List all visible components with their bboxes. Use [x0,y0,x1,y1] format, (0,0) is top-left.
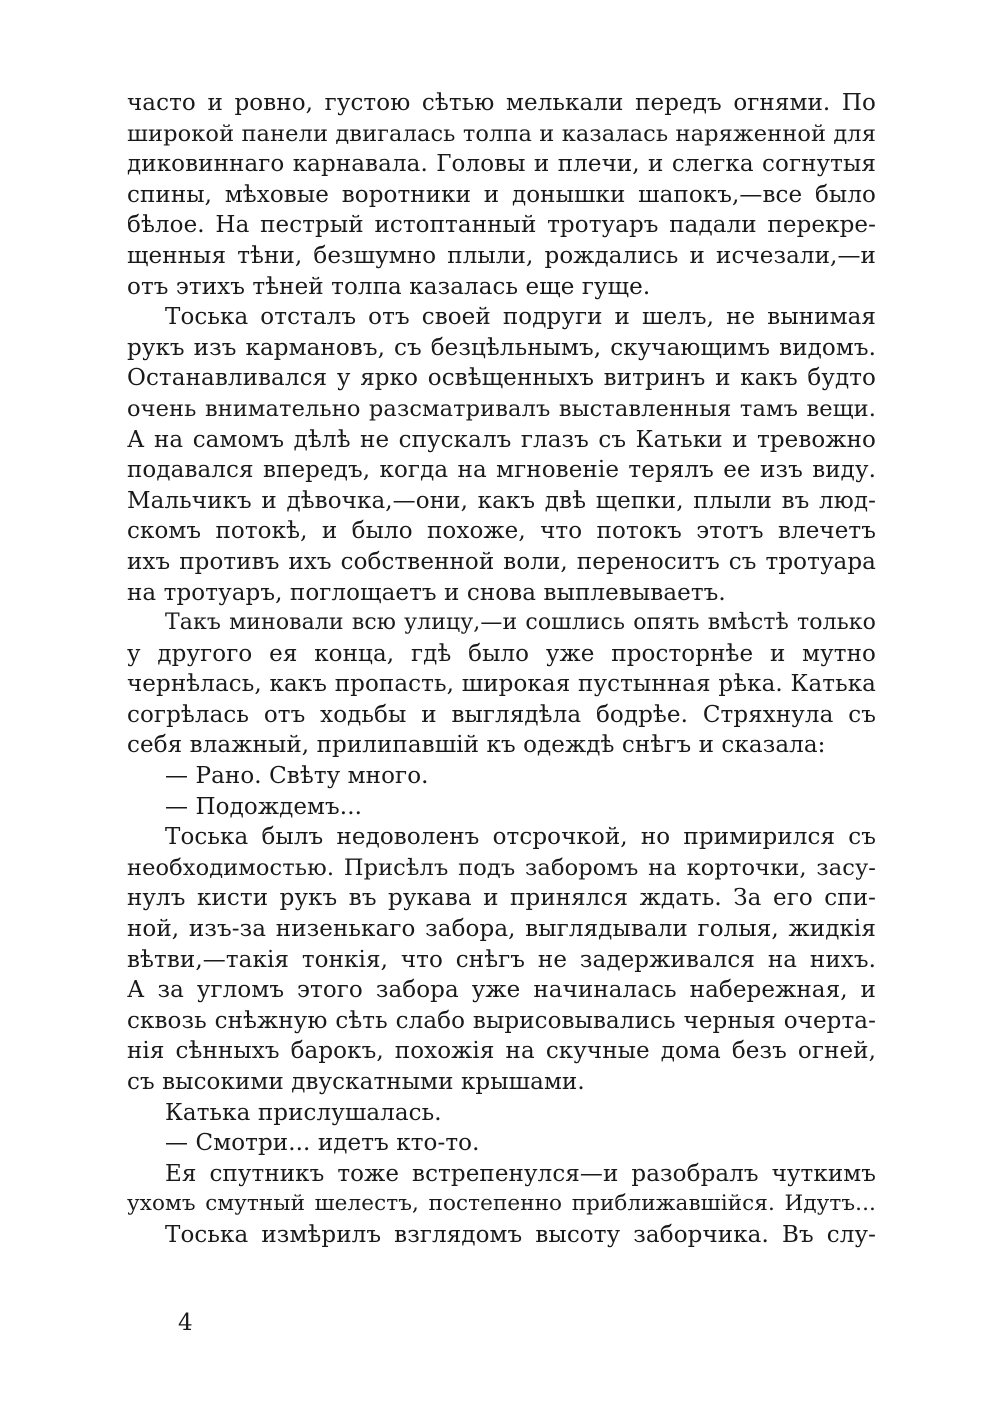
text-line: — Рано. Свѣту много. [165,763,429,790]
text-line: согрѣлась отъ ходьбы и выглядѣла бодрѣе. Стряхнула съ [127,701,876,728]
text-line: у другого ея конца, гдѣ было уже просторнѣе и мутно [127,640,876,667]
text-line: вѣтви,—такія тонкія, что снѣгъ не задерживался на нихъ. [127,946,876,973]
body-text [127,88,876,1251]
text-line: Ея спутникъ тоже встрепенулся—и разобралъ чуткимъ [165,1160,876,1187]
text-line: очень внимательно разсматривалъ выставленныя тамъ вещи. [127,395,876,422]
text-line: Такъ миновали всю улицу,—и сошлись опять вмѣстѣ только [165,610,876,636]
text-line: себя влажный, прилипавшій къ одеждѣ снѣгъ и сказала: [127,732,826,759]
text-line: отъ этихъ тѣней толпа казалась еще гуще. [127,273,651,300]
text-line: широкой панели двигалась толпа и казалась наряженной для [127,120,876,147]
text-line: рукъ изъ кармановъ, съ безцѣльнымъ, скучающимъ видомъ. [127,334,876,361]
text-line: ухомъ смутный шелестъ, постепенно приближавшійся. Идутъ... [127,1191,876,1217]
text-line: необходимостью. Присѣлъ подъ заборомъ на корточки, засу- [127,854,876,881]
text-line: бѣлое. На пестрый истоптанный тротуаръ падали перекре- [127,212,876,239]
text-line: сквозь снѣжную сѣть слабо вырисовывались черныя очерта- [127,1007,876,1034]
text-line: Мальчикъ и дѣвочка,—они, какъ двѣ щепки, плыли въ люд- [127,487,876,514]
text-line: диковиннаго карнавала. Головы и плечи, и слегка согнутыя [127,151,876,178]
text-line: Катька прислушалась. [165,1099,442,1126]
text-line: нулъ кисти рукъ въ рукава и принялся ждать. За его спи- [127,885,876,912]
text-line: А за угломъ этого забора уже начиналась набережная, и [127,977,876,1004]
text-line: часто и ровно, густою сѣтью мелькали передъ огнями. По [127,90,876,116]
text-line: нія сѣнныхъ барокъ, похожія на скучные дома безъ огней, [127,1038,876,1065]
text-line: ихъ противъ ихъ собственной воли, переноситъ съ тротуара [127,548,876,575]
text-line: съ высокими двускатными крышами. [127,1069,585,1095]
text-line: чернѣлась, какъ пропасть, широкая пустынная рѣка. Катька [127,671,876,698]
text-line: Тоська измѣрилъ взглядомъ высоту заборчика. Въ слу- [165,1221,876,1248]
text-line: спины, мѣховые воротники и донышки шапокъ,—все было [127,181,876,208]
text-line: щенныя тѣни, безшумно плыли, рождались и исчезали,—и [127,242,876,269]
text-line: скомъ потокѣ, и было похоже, что потокъ этотъ влечетъ [127,518,876,545]
text-line: — Смотри... идетъ кто-то. [165,1130,480,1157]
text-line: ной, изъ-за низенькаго забора, выглядывали голыя, жидкія [127,916,876,943]
text-line: Тоська отсталъ отъ своей подруги и шелъ, не вынимая [165,304,876,331]
text-line: Тоська былъ недоволенъ отсрочкой, но примирился съ [165,824,876,851]
text-line: Останавливался у ярко освѣщенныхъ витринъ и какъ будто [127,365,876,392]
page-number: 4 [178,1310,193,1336]
text-line: А на самомъ дѣлѣ не спускалъ глазъ съ Катьки и тревожно [127,426,876,453]
text-line: на тротуаръ, поглощаетъ и снова выплевываетъ. [127,579,726,606]
text-line: подавался впередъ, когда на мгновенie терялъ ее изъ виду. [127,457,876,484]
text-line: — Подождемъ... [165,793,363,820]
